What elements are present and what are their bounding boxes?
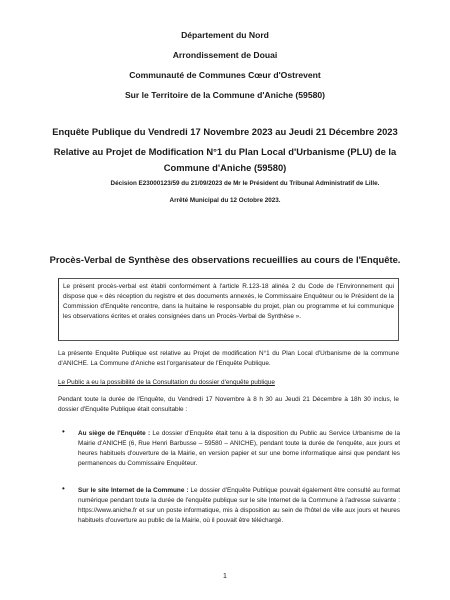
enquete-title-line1: Enquête Publique du Vendredi 17 Novembre 2023 au Jeudi 21 Décembre 2023 [52, 126, 398, 137]
enquete-title-line2: Relative au Projet de Modification N°1 du Plan Local d'Urbanisme (PLU) de la [53, 146, 397, 157]
header-department: Département du Nord [181, 30, 269, 40]
header-communaute: Communauté de Communes Cœur d'Ostrevent [129, 70, 321, 80]
page-number: 1 [223, 573, 227, 580]
bullet-siege-text: Le dossier d'Enquête était tenu à la disposition du Public au Service Urbanisme de la Mairie d'ANICHE (6, Rue Henri Barbusse – 59580 – ANICHE), pendant toute la durée de l'enquête, aux jours et heures habituels d'ouverture de la Mairie, en version papier et sur une borne informatique ainsi que pendant les permanences du Commissaire Enquêteur. [78, 430, 400, 467]
header-territoire: Sur le Territoire de la Commune d'Aniche (59580) [124, 90, 326, 100]
bullet-icon: • [62, 427, 65, 436]
intro-box: Le présent procès-verbal est établi conformément à l'article R.123-18 alinéa 2 du Code de l'Environnement qui dispose que « dès réception du registre et des documents annexés, le Commissaire Enquêteur ou le Président de la Commission d'Enquête rencontre, dans la huitaine le responsable du projet, plan ou programme et lui communique les observations écrites et orales consignées dans un Procès-Verbal de Synthèse ». [58, 278, 399, 341]
bullet-internet [78, 486, 400, 526]
paragraph-relative-projet: La présente Enquête Publique est relative au Projet de modification N°1 du Plan Local d'Urbanisme de la commune d'ANICHE. La Commune d'Aniche est l'organisateur de l'Enquête Publique. [58, 350, 399, 367]
bullet-siege-label: Au siège de l'Enquête : [78, 430, 151, 437]
paragraph-duree-enquete: Pendant toute la durée de l'Enquête, du Vendredi 17 Novembre à 8 h 30 au Jeudi 21 Décembre à 18h 30 inclus, le dossier d'Enquête Publique était consultable : [58, 396, 399, 413]
decision-line: Décision E23000123/59 du 21/09/2023 de Mr le Président du Tribunal Administratif de Lille. [110, 180, 380, 187]
bullet-internet-label: Sur le site Internet de la Commune : [78, 487, 189, 494]
section-title: Procès-Verbal de Synthèse des observations recueillies au cours de l'Enquête. [49, 254, 401, 265]
bullet-icon: • [62, 484, 65, 493]
subheading-consultation: Le Public a eu la possibilité de la Consultation du dossier d'enquête publique [58, 379, 275, 386]
header-arrondissement: Arrondissement de Douai [172, 50, 278, 60]
enquete-title-line3: Commune d'Aniche (59580) [163, 162, 287, 173]
bullet-siege [78, 429, 400, 469]
arrete-line: Arrêté Municipal du 12 Octobre 2023. [169, 197, 281, 204]
bullet-internet-text: Le dossier d'Enquête Publique pouvait également être consulté au format numérique pendant toute la durée de l'enquête publique sur le site Internet de la Commune à l'adresse suivante : https://www.aniche.fr et sur un poste informatique, mis à disposition au sein de l'hôtel de ville aux jours et heures habituels d'ouverture au public de la Mairie, où il pouvait être téléchargé. [78, 487, 401, 524]
